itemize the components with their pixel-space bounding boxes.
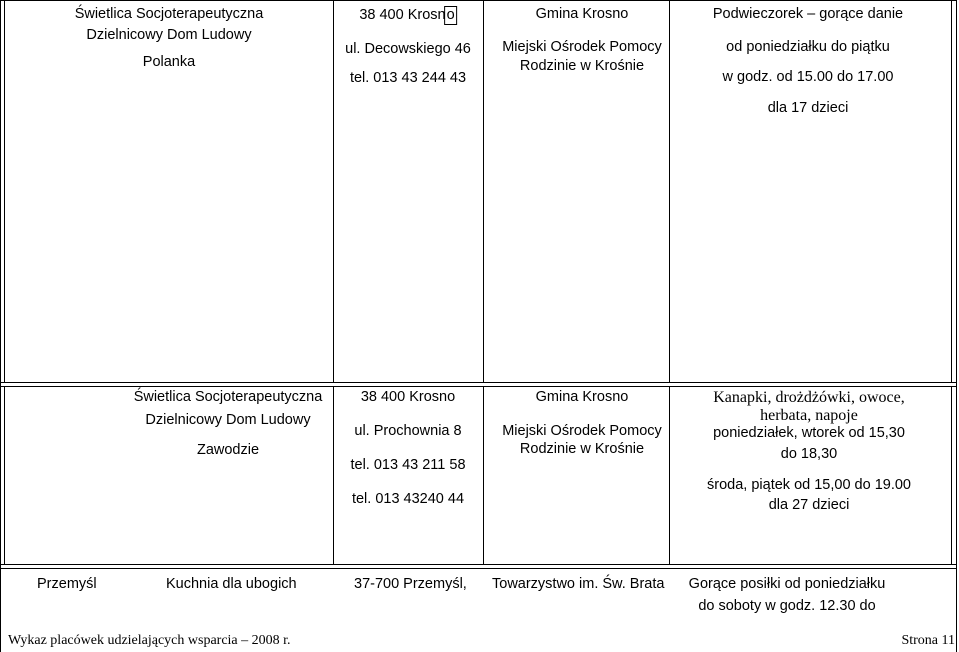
facility-name: Kuchnia dla ubogich: [166, 576, 297, 592]
table-border: [333, 386, 334, 564]
street-line: ul. Decowskiego 46: [345, 41, 471, 57]
district-label: Polanka: [142, 54, 196, 70]
offer-line: środa, piątek od 15,00 do 19.00: [707, 477, 911, 493]
table-border: [483, 0, 484, 382]
organizer-line: Miejski Ośrodek Pomocy: [502, 423, 662, 439]
footer-title: Wykaz placówek udzielających wsparcia – 2008 r.: [8, 633, 291, 648]
name-line: Świetlica Socjoterapeutyczna: [74, 6, 264, 22]
table-border: [0, 0, 957, 1]
district-label: Zawodzie: [196, 442, 260, 458]
facility-name: [75, 6, 264, 71]
table-border: [956, 0, 957, 652]
phone-line: tel. 013 43 244 43: [349, 70, 467, 86]
table-border: [0, 382, 957, 383]
postal-line: 38 400 Krosno: [360, 389, 456, 405]
table-border: [4, 386, 5, 564]
table-border: [0, 386, 957, 387]
name-line: Dzielnicowy Dom Ludowy: [145, 412, 311, 428]
offer-line: Kanapki, drożdżówki, owoce,: [713, 389, 905, 406]
offer-line: Gorące posiłki od poniedziałku: [688, 576, 886, 592]
facility-name: [134, 389, 323, 459]
phone-line: tel. 013 43 211 58: [350, 457, 466, 473]
postal-line: [345, 6, 471, 25]
table-border: [0, 0, 1, 652]
organizer: [502, 6, 662, 75]
city-label: Przemyśl: [37, 576, 97, 592]
facility-address: [345, 6, 471, 87]
name-line: Dzielnicowy Dom Ludowy: [86, 27, 252, 43]
facility-address: 37-700 Przemyśl,: [354, 576, 467, 592]
organizer-line: Rodzinie w Krośnie: [519, 441, 645, 457]
page-number: Strona 11: [901, 633, 955, 648]
table-border: [4, 0, 5, 382]
organizer: [502, 389, 662, 458]
offer-line: dla 17 dzieci: [767, 100, 849, 116]
table-border: [333, 0, 334, 382]
organizer-line: Gmina Krosno: [535, 389, 629, 405]
street-line: ul. Prochownia 8: [354, 423, 462, 439]
facility-address: [350, 389, 465, 508]
offer-line: od poniedziałku do piątku: [726, 39, 890, 55]
text-cursor[interactable]: o: [446, 7, 455, 23]
offer: [713, 6, 903, 117]
offer: [689, 576, 886, 615]
organizer-line: Miejski Ośrodek Pomocy: [502, 39, 662, 55]
organizer: Towarzystwo im. Św. Brata: [492, 576, 665, 592]
table-border: [951, 386, 952, 564]
table-border: [0, 564, 957, 565]
offer-line: Podwieczorek – gorące danie: [712, 6, 904, 22]
offer-line: dla 27 dzieci: [768, 497, 850, 513]
table-border: [669, 0, 670, 382]
postal-code: 38 400 Krosn: [359, 7, 446, 23]
phone-line: tel. 013 43240 44: [351, 491, 465, 507]
offer-line: poniedziałek, wtorek od 15,30: [713, 425, 905, 441]
organizer-line: Gmina Krosno: [535, 6, 629, 22]
offer-line: herbata, napoje: [760, 407, 858, 424]
table-border: [0, 568, 957, 569]
organizer-line: Rodzinie w Krośnie: [519, 58, 645, 74]
name-line: Świetlica Socjoterapeutyczna: [133, 389, 323, 405]
offer: [707, 389, 911, 514]
offer-line: w godz. od 15.00 do 17.00: [722, 69, 894, 85]
offer-line: do 18,30: [780, 446, 838, 462]
table-border: [483, 386, 484, 564]
offer-line: do soboty w godz. 12.30 do: [698, 598, 876, 614]
table-border: [951, 0, 952, 382]
table-border: [669, 386, 670, 564]
